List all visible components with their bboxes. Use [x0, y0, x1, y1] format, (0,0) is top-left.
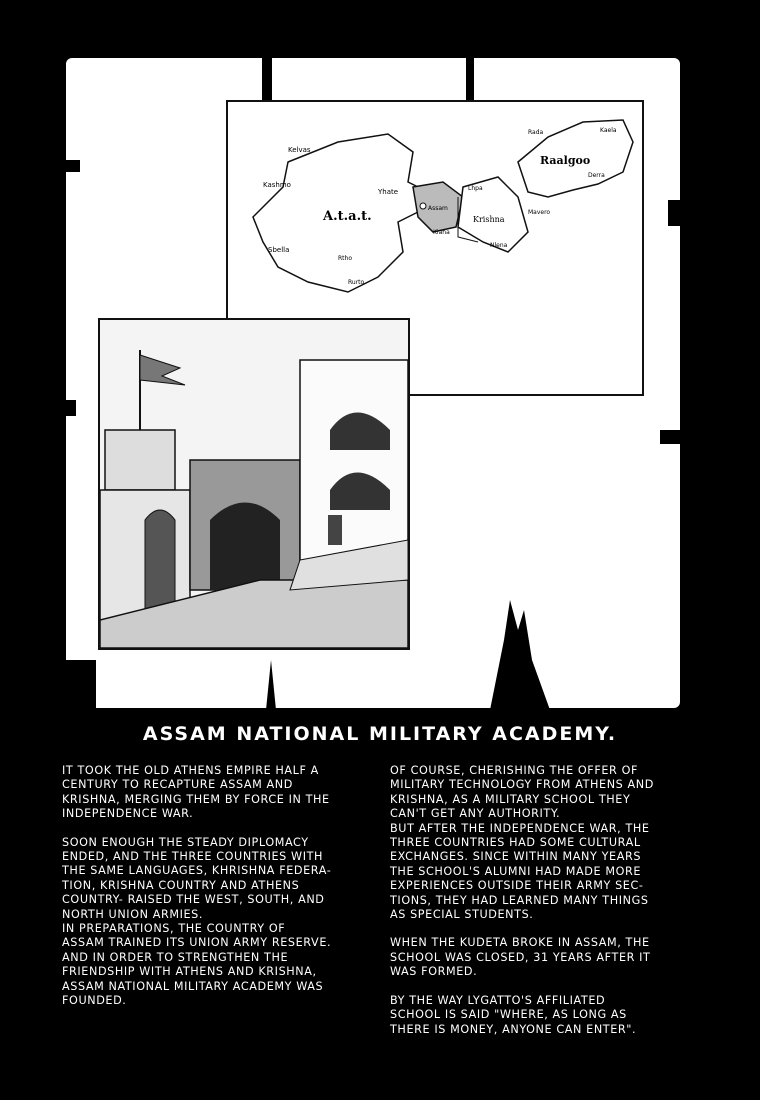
torn-edge-spike: [262, 660, 282, 710]
map-label: Rtho: [338, 255, 352, 262]
paragraph: OF COURSE, CHERISHING THE OFFER OF MILITARY TECHNOLOGY FROM ATHENS AND KRISHNA, AS A MILITARY SCHOOL THEY CAN'T GET ANY AUTHORITY. BUT AFTER THE INDEPENDENCE WAR, THE THREE COUNTRIES HAD SOME CULTURAL EXCHANGES. SINCE WITHIN MANY YEARS THE SCHOOL'S ALUMNI HAD MADE MORE EXPERIENCES OUTSIDE THEIR ARMY SEC- TIONS, THEY HAD LEARNED MANY THINGS AS SPECIAL STUDENTS.: [390, 764, 654, 922]
text-column-left: [62, 764, 362, 1023]
map-label: Rada: [528, 129, 544, 136]
map-label: Raalgoo: [540, 154, 591, 167]
paragraph: SOON ENOUGH THE STEADY DIPLOMACY ENDED, AND THE THREE COUNTRIES WITH THE SAME LANGUAGES, KHRISHNA FEDERA- TION, KRISHNA COUNTRY AND ATHENS COUNTRY- RAISED THE WEST, SOUTH, AND NORTH UNION ARMIES. IN PREPARATIONS, THE COUNTRY OF ASSAM TRAINED ITS UNION ARMY RESERVE. AND IN ORDER TO STRENGTHEN THE FRIENDSHIP WITH ATHENS AND KRISHNA, ASSAM NATIONAL MILITARY ACADEMY WAS FOUNDED.: [62, 835, 332, 1008]
map-label: Derra: [588, 172, 605, 179]
academy-illustration-panel: [98, 318, 410, 650]
map-label: Yhate: [378, 188, 399, 196]
academy-building-illustration: [100, 320, 408, 648]
torn-edge: [668, 200, 680, 226]
paragraph: IT TOOK THE OLD ATHENS EMPIRE HALF A CENTURY TO RECAPTURE ASSAM AND KRISHNA, MERGING THEM BY FORCE IN THE INDEPENDENCE WAR.: [62, 764, 330, 821]
torn-edge: [66, 160, 80, 172]
torn-edge: [66, 400, 76, 416]
torn-edge: [262, 58, 272, 104]
map-label: Kashmo: [263, 181, 291, 189]
map-label: Kiana: [433, 229, 450, 236]
map-label: Kaela: [600, 127, 617, 134]
map-label: Sbella: [268, 246, 290, 254]
map-label: Krishna: [473, 215, 505, 224]
map-label: Rurto: [348, 279, 365, 286]
paragraph: WHEN THE KUDETA BROKE IN ASSAM, THE SCHOOL WAS CLOSED, 31 YEARS AFTER IT WAS FORMED.: [390, 936, 651, 979]
torn-edge: [466, 58, 474, 100]
map-label: Mavero: [528, 209, 551, 216]
map-label: Lhpa: [468, 185, 483, 192]
torn-edge: [66, 660, 96, 708]
text-column-right: [390, 764, 690, 1051]
map-label: A.t.a.t.: [323, 209, 372, 224]
torn-edge-spike: [470, 600, 560, 710]
torn-edge: [660, 430, 680, 444]
paragraph: BY THE WAY LYGATTO'S AFFILIATED SCHOOL IS SAID "WHERE, AS LONG AS THERE IS MONEY, ANYONE CAN ENTER".: [390, 993, 637, 1036]
map-label: Kelvas: [288, 146, 311, 154]
page-title: ASSAM NATIONAL MILITARY ACADEMY.: [142, 723, 618, 745]
map-label: Assam: [428, 205, 448, 212]
map-label: Nlena: [490, 242, 508, 249]
